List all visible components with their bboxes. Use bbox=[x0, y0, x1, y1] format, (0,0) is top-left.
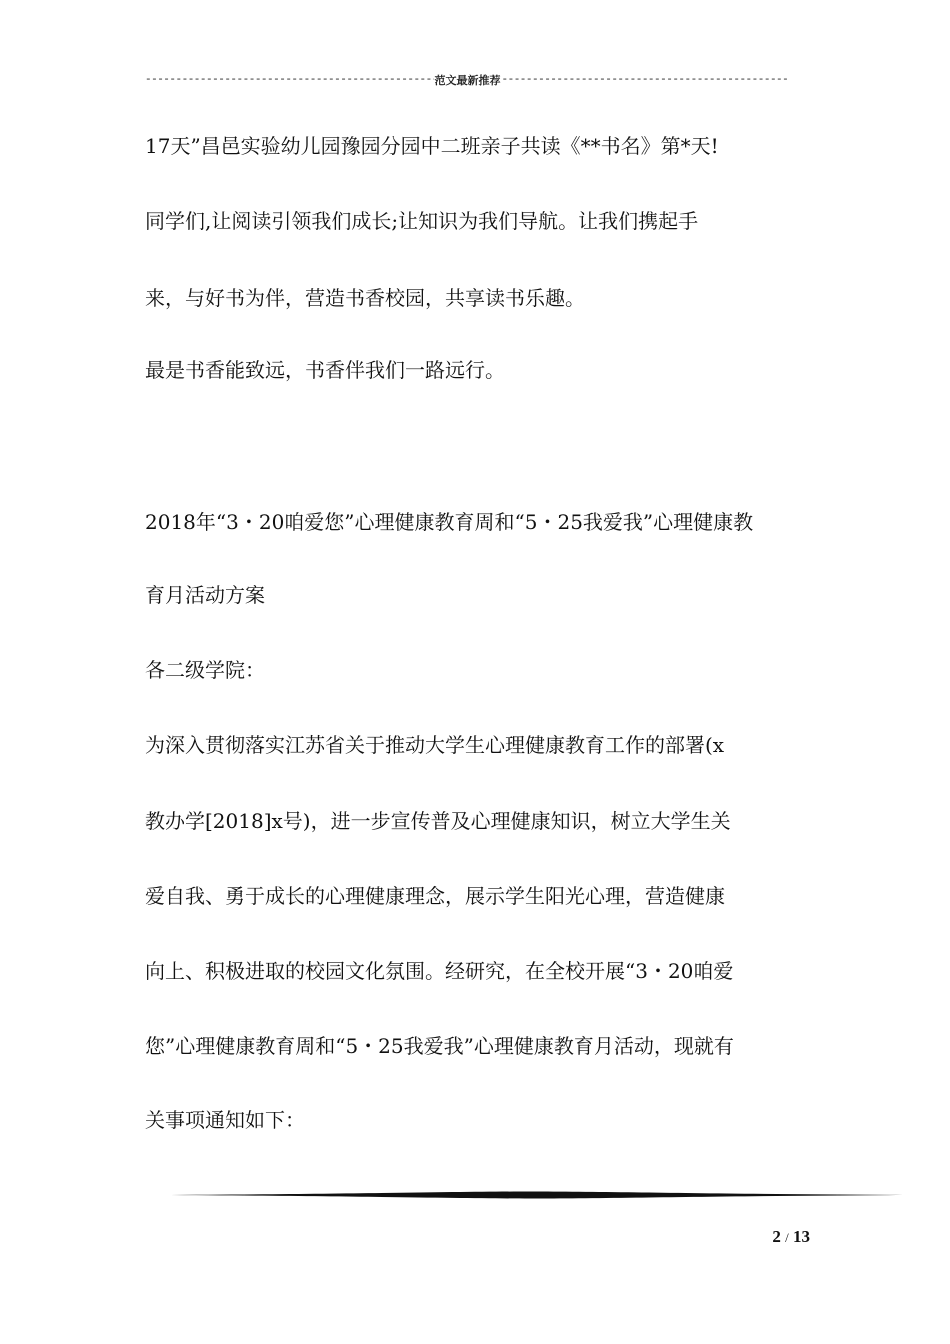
page-number bbox=[740, 1227, 810, 1247]
header-label: 范文最新推荐 bbox=[434, 74, 501, 87]
current-page: 2 bbox=[772, 1227, 781, 1246]
body-line-4: 向上、积极进取的校园文化氛围。经研究，在全校开展“3・20咱爱 bbox=[145, 959, 734, 983]
doc-title-line-1: 2018年“3・20咱爱您”心理健康教育周和“5・25我爱我”心理健康教 bbox=[145, 510, 754, 534]
header-dash-left bbox=[145, 73, 434, 87]
body-line-6: 关事项通知如下： bbox=[145, 1108, 305, 1132]
footer-divider bbox=[158, 1190, 903, 1200]
body-line-5: 您”心理健康教育周和“5・25我爱我”心理健康教育月活动，现就有 bbox=[145, 1034, 734, 1058]
body-line-2: 教办学[2018]x号)，进一步宣传普及心理健康知识，树立大学生关 bbox=[145, 809, 731, 833]
text-line-4: 最是书香能致远，书香伴我们一路远行。 bbox=[145, 358, 505, 382]
body-line-1: 为深入贯彻落实江苏省关于推动大学生心理健康教育工作的部署(x bbox=[145, 733, 725, 757]
total-pages: 13 bbox=[793, 1227, 810, 1246]
text-line-3: 来，与好书为伴，营造书香校园，共享读书乐趣。 bbox=[145, 286, 585, 310]
text-line-1: 17天”昌邑实验幼儿园豫园分园中二班亲子共读《**书名》第*天! bbox=[145, 134, 719, 158]
body-line-3: 爱自我、勇于成长的心理健康理念，展示学生阳光心理，营造健康 bbox=[145, 884, 725, 908]
doc-title-line-2: 育月活动方案 bbox=[145, 583, 265, 607]
header-dash-right bbox=[502, 73, 791, 87]
salutation: 各二级学院： bbox=[145, 658, 265, 682]
text-line-2: 同学们,让阅读引领我们成长;让知识为我们导航。让我们携起手 bbox=[145, 209, 699, 233]
page-header bbox=[145, 70, 790, 90]
page-separator: / bbox=[785, 1230, 789, 1245]
